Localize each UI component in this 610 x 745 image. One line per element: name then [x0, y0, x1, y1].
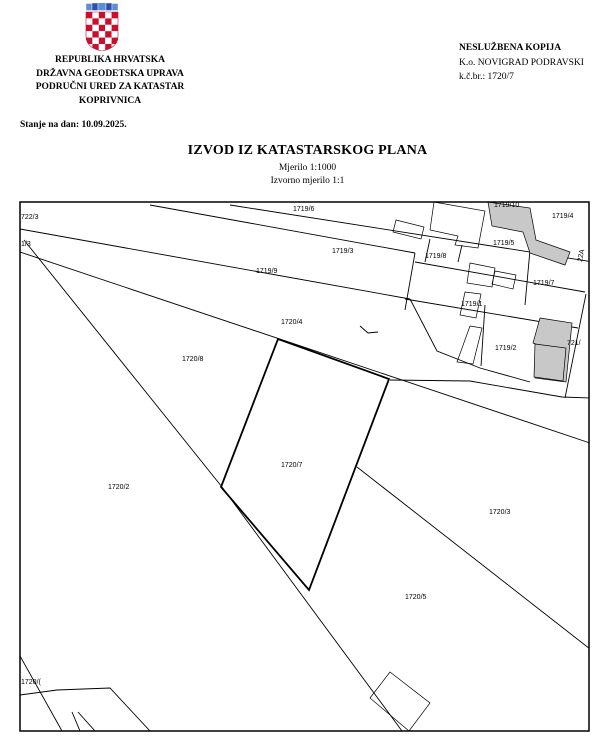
- parcel-label: 1719/8: [425, 253, 447, 260]
- parcel-label: 1719/10: [494, 202, 520, 209]
- parcel-label: 1719/7: [533, 280, 555, 287]
- org-line-country: REPUBLIKA HRVATSKA: [55, 55, 165, 65]
- parcel-label: 1/3: [21, 241, 31, 248]
- parcel-label: 1720/5: [405, 594, 427, 601]
- parcel-label: 1719/4: [552, 213, 574, 220]
- parcel-number: k.č.br.: 1720/7: [459, 72, 514, 82]
- parcel-label: 1720/(: [21, 679, 41, 686]
- document-title: IZVOD IZ KATASTARSKOG PLANA: [187, 143, 428, 158]
- original-scale: Izvorno mjerilo 1:1: [270, 176, 345, 186]
- parcel-label: 1719/2: [495, 345, 517, 352]
- parcel-label: 1720/4: [281, 319, 303, 326]
- state-date: Stanje na dan: 10.09.2025.: [20, 120, 127, 130]
- parcel-label: 1720/2: [108, 484, 130, 491]
- parcel-label: 1719/1: [461, 301, 483, 308]
- parcel-label: 721/: [567, 340, 581, 347]
- parcel-label: 1719/3: [332, 248, 354, 255]
- parcel-label: 1720/7: [281, 462, 303, 469]
- cadastral-municipality: K.o. NOVIGRAD PODRAVSKI: [459, 57, 584, 68]
- parcel-label: 1719/6: [293, 206, 315, 213]
- parcel-label: 1719/9: [256, 268, 278, 275]
- parcel-label: 1720/3: [489, 509, 511, 516]
- parcel-label: 722/3: [21, 214, 39, 221]
- parcel-label: 1720/8: [182, 356, 204, 363]
- org-line-city: KOPRIVNICA: [78, 95, 142, 106]
- house-number: 22A: [577, 248, 587, 263]
- copy-type: NESLUŽBENA KOPIJA: [459, 43, 562, 53]
- parcel-label: 1719/5: [493, 240, 515, 247]
- org-line-office: PODRUČNI URED ZA KATASTAR: [35, 82, 185, 92]
- map-scale: Mjerilo 1:1000: [278, 163, 337, 173]
- org-line-administration: DRŽAVNA GEODETSKA UPRAVA: [36, 68, 184, 79]
